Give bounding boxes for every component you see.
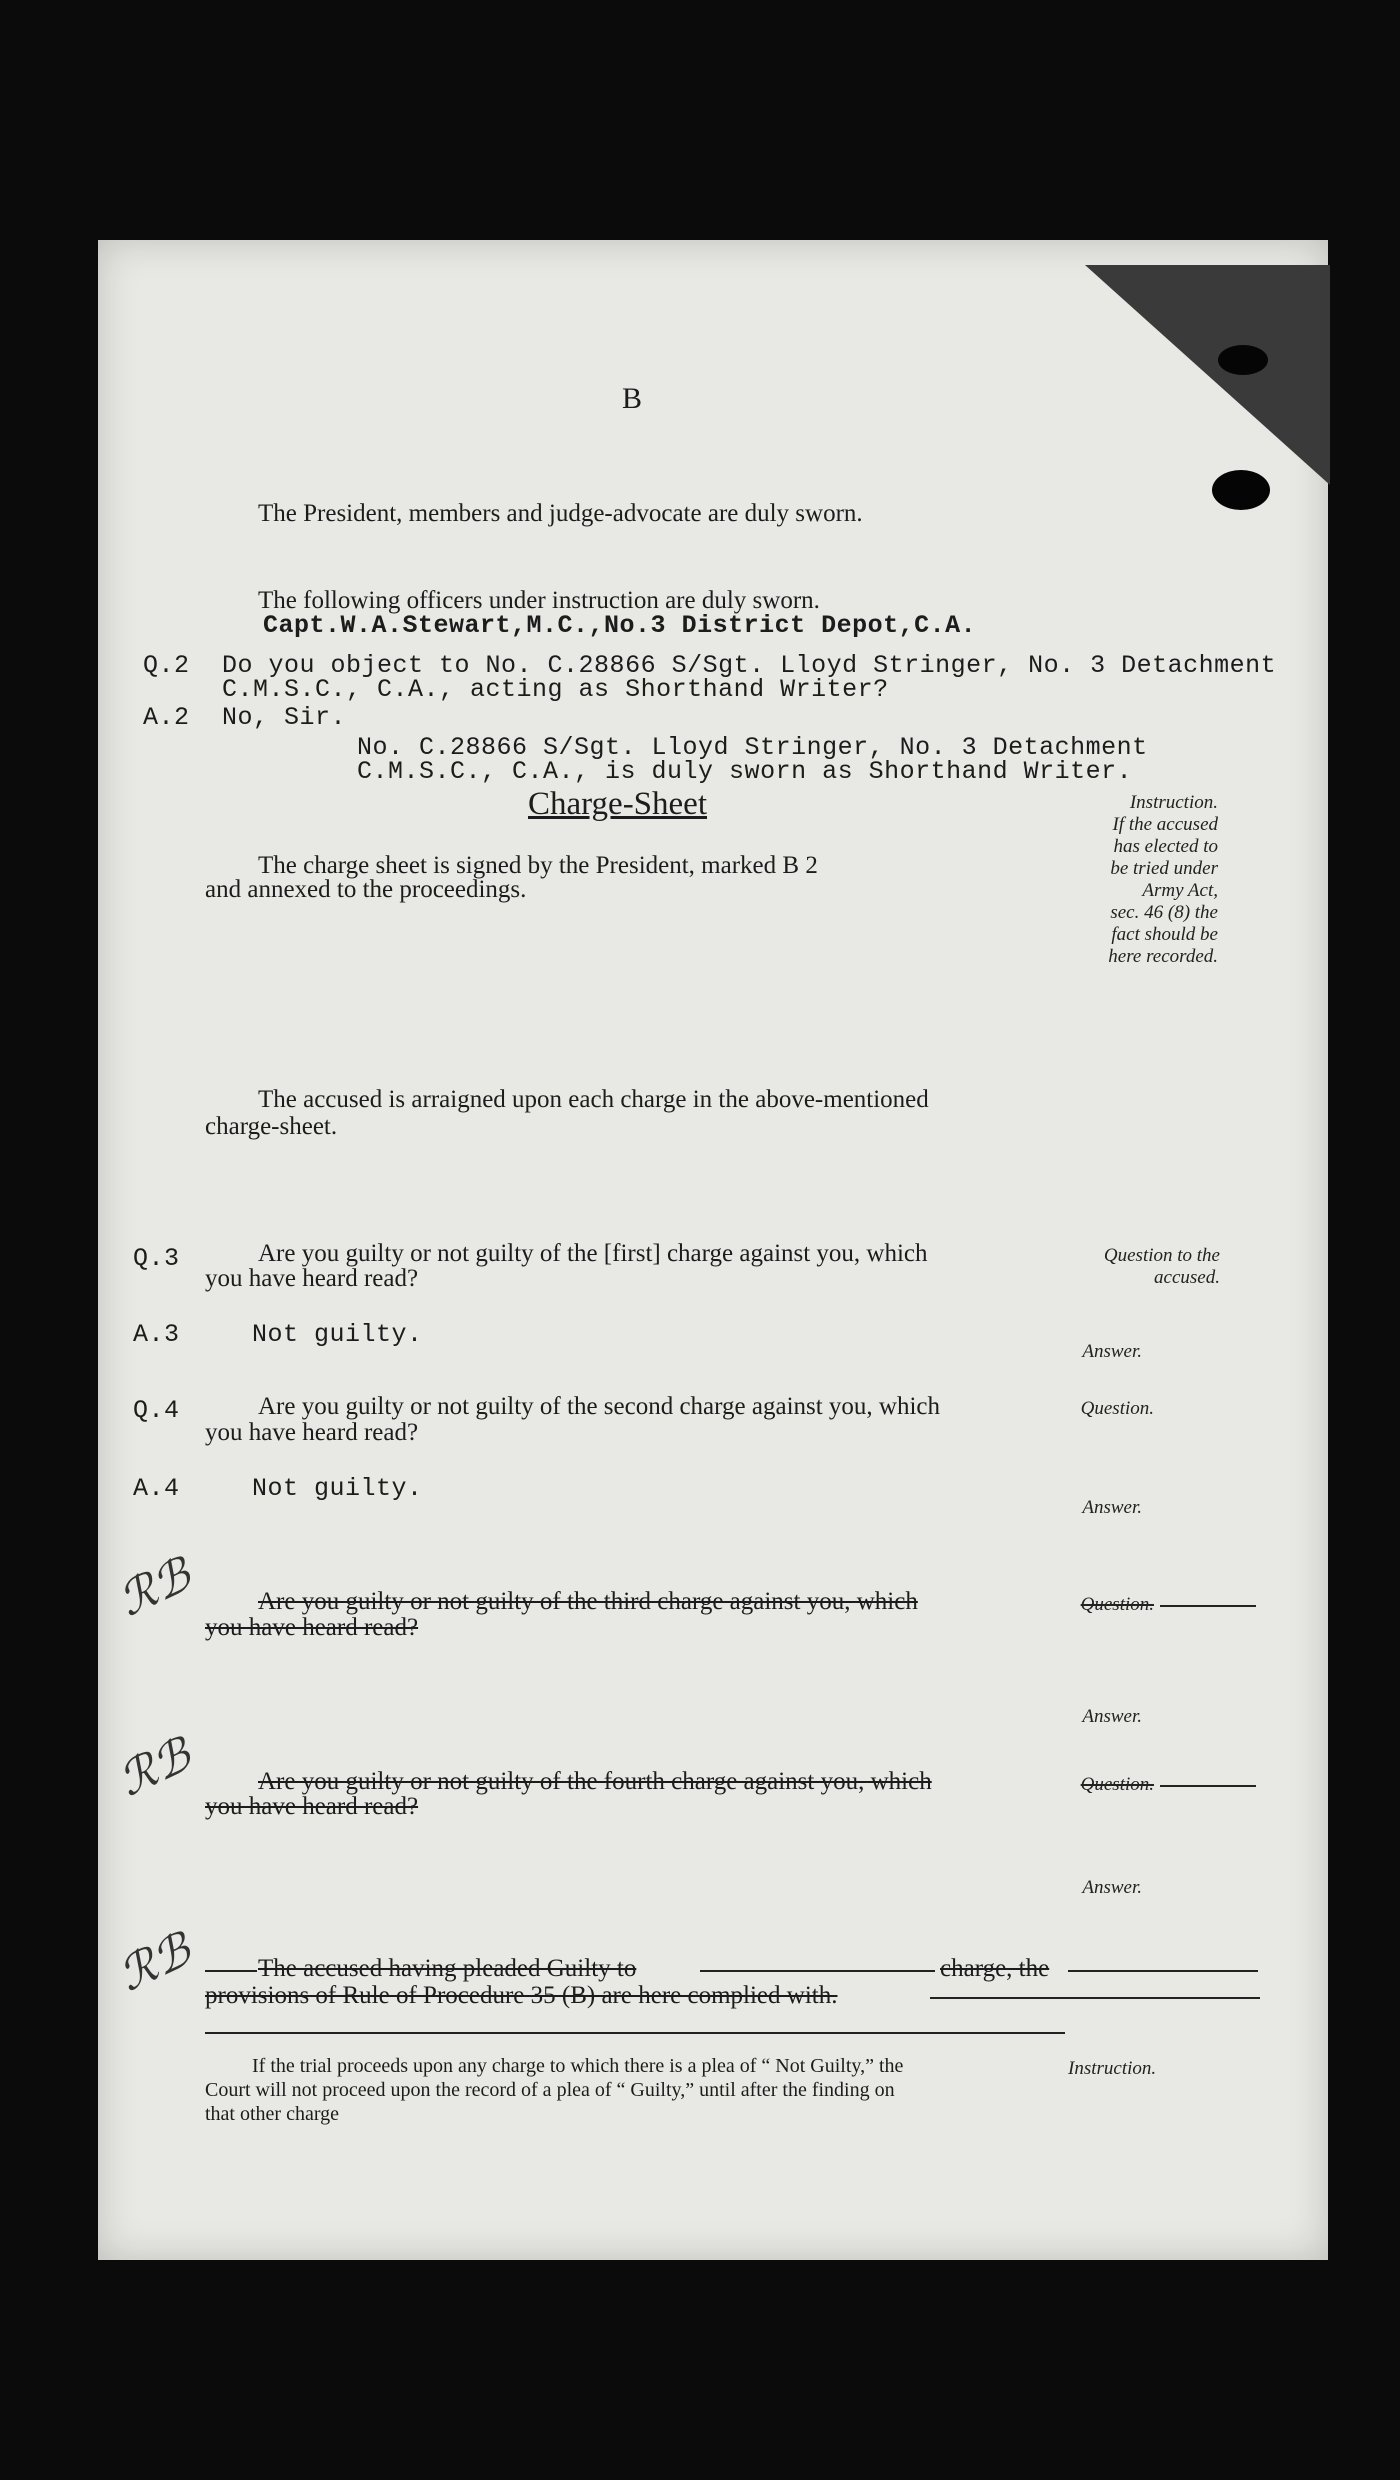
- q-third-line1: Are you guilty or not guilty of the third charge against you, which: [258, 1588, 918, 1615]
- writer-line2: C.M.S.C., C.A., is duly sworn as Shorthand Writer.: [357, 757, 1133, 786]
- a4-label: A.4: [133, 1474, 180, 1503]
- final-line1: If the trial proceeds upon any charge to which there is a plea of “ Not Guilty,” the: [252, 2055, 904, 2077]
- margin-line: be tried under: [1110, 858, 1218, 879]
- q4-line2: you have heard read?: [205, 1419, 419, 1446]
- arraigned-line2: charge-sheet.: [205, 1113, 338, 1140]
- margin-line: has elected to: [1113, 836, 1218, 857]
- third-answer-label: Answer.: [1082, 1706, 1142, 1727]
- margin-line: here recorded.: [1108, 946, 1218, 967]
- charge-sheet-heading: Charge-Sheet: [528, 786, 708, 822]
- q4-label: Q.4: [133, 1396, 180, 1425]
- instruction-margin-note: [1040, 792, 1218, 968]
- q2-line2: C.M.S.C., C.A., acting as Shorthand Writer?: [222, 675, 889, 704]
- fourth-answer-label: Answer.: [1082, 1877, 1142, 1898]
- folded-corner: [1085, 265, 1330, 485]
- q-third-question-label: Question.: [1080, 1594, 1154, 1615]
- pleaded-line1a: The accused having pleaded Guilty to: [258, 1955, 637, 1982]
- strike-line: [1160, 1605, 1256, 1607]
- strike-line: [700, 1970, 935, 1972]
- a4-text: Not guilty.: [252, 1474, 423, 1503]
- a3-text: Not guilty.: [252, 1320, 423, 1349]
- initials-mark: ℛℬ: [110, 1727, 199, 1807]
- ink-blot: [1218, 345, 1268, 375]
- officer-name: Capt.W.A.Stewart,M.C.,No.3 District Depot,C.A.: [263, 611, 977, 640]
- strike-line: [1160, 1785, 1256, 1787]
- margin-line: If the accused: [1112, 814, 1218, 835]
- charge-line2: and annexed to the proceedings.: [205, 876, 527, 903]
- margin-line: fact should be: [1111, 924, 1218, 945]
- margin-line: Question to the: [1103, 1245, 1220, 1266]
- q4-line1: Are you guilty or not guilty of the second charge against you, which: [258, 1393, 941, 1420]
- margin-line: Army Act,: [1142, 880, 1218, 901]
- q3-margin-note: [1040, 1245, 1220, 1289]
- a3-label: A.3: [133, 1320, 180, 1349]
- q3-line2: you have heard read?: [205, 1265, 419, 1292]
- margin-line: sec. 46 (8) the: [1110, 902, 1218, 923]
- charge-line1: The charge sheet is signed by the President, marked B 2: [258, 852, 818, 879]
- pleaded-line1b: charge, the: [940, 1955, 1050, 1982]
- a2-text: No, Sir.: [222, 703, 347, 732]
- strike-line: [1068, 1970, 1258, 1972]
- q-fourth-line2: you have heard read?: [205, 1793, 419, 1820]
- final-instruction-label: Instruction.: [1068, 2058, 1157, 2079]
- strike-line: [930, 1997, 1260, 1999]
- pleaded-line2: provisions of Rule of Procedure 35 (B) are here complied with.: [205, 1982, 838, 2009]
- sworn-line: The President, members and judge-advocate are duly sworn.: [258, 500, 863, 527]
- officers-line: The following officers under instruction are duly sworn.: [258, 587, 820, 614]
- divider-line: [205, 2032, 1065, 2034]
- q-third-line2: you have heard read?: [205, 1614, 419, 1641]
- margin-line: accused.: [1154, 1267, 1220, 1288]
- q-fourth-line1: Are you guilty or not guilty of the fourth charge against you, which: [258, 1768, 932, 1795]
- initials-mark: ℛℬ: [110, 1922, 199, 2002]
- q2-label: Q.2: [143, 651, 190, 680]
- writer-line1: No. C.28866 S/Sgt. Lloyd Stringer, No. 3 Detachment: [357, 733, 1148, 762]
- q-fourth-question-label: Question.: [1080, 1774, 1154, 1795]
- q3-label: Q.3: [133, 1244, 180, 1273]
- q2-line1: Do you object to No. C.28866 S/Sgt. Lloyd Stringer, No. 3 Detachment: [222, 651, 1277, 680]
- final-line2: Court will not proceed upon the record of a plea of “ Guilty,” until after the finding on: [205, 2079, 895, 2101]
- a2-label: A.2: [143, 703, 190, 732]
- arraigned-line1: The accused is arraigned upon each charge in the above-mentioned: [258, 1086, 929, 1113]
- a4-answer-label: Answer.: [1082, 1497, 1142, 1518]
- a3-answer-label: Answer.: [1082, 1341, 1142, 1362]
- strike-line: [205, 1970, 257, 1972]
- q3-line1: Are you guilty or not guilty of the [first] charge against you, which: [258, 1240, 928, 1267]
- margin-line: Instruction.: [1129, 792, 1218, 813]
- ink-blot: [1212, 470, 1270, 510]
- page-letter: B: [622, 382, 643, 415]
- q4-question-label: Question.: [1080, 1398, 1154, 1419]
- initials-mark: ℛℬ: [110, 1547, 199, 1627]
- final-line3: that other charge: [205, 2103, 340, 2125]
